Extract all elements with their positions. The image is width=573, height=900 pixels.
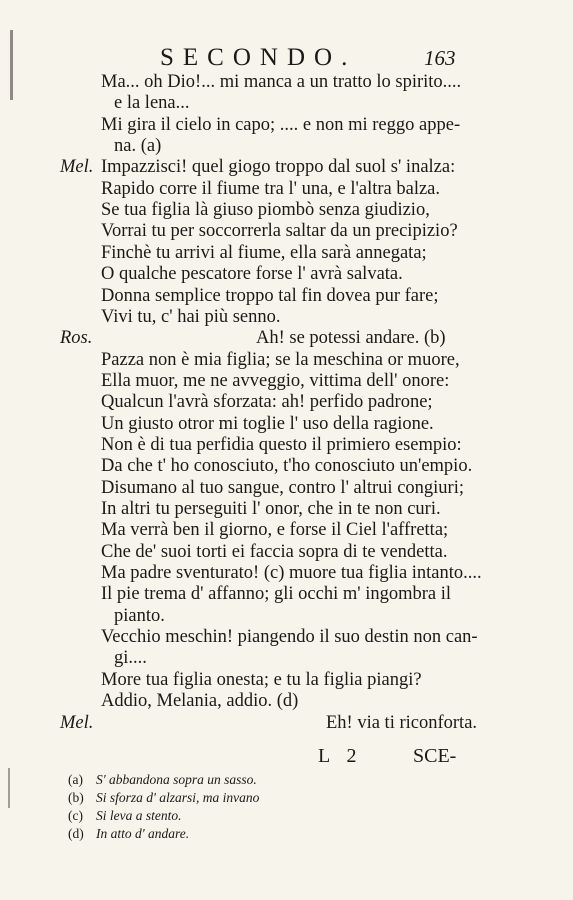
catchline: [0, 745, 573, 771]
verse-line-text: Impazzisci! quel giogo troppo dal suol s' inalza:: [101, 157, 456, 178]
verse-line-text: Disumano al tuo sangue, contro l' altrui congiuri;: [101, 477, 464, 498]
footnote-text: Si leva a stento.: [96, 808, 182, 823]
verse-line-text: Ma... oh Dio!... mi manca a un tratto lo spirito....: [101, 72, 462, 92]
page-number: 163: [424, 46, 456, 70]
verse-line-text: na. (a): [114, 136, 162, 157]
verse-line-text: Il pie trema d' affanno; gli occhi m' ingombra il: [101, 584, 452, 605]
footnote-text: Si sforza d' alzarsi, ma invano: [96, 790, 260, 805]
signature-mark: L 2: [318, 745, 363, 767]
verse-line-text: gi....: [114, 648, 147, 669]
verse-line-text: Finchè tu arrivi al fiume, ella sarà annegata;: [101, 242, 427, 263]
footnote-mark: (d): [68, 826, 84, 841]
verse-line-text: Ella muor, me ne avveggio, vittima dell' onore:: [101, 370, 450, 391]
running-header: [0, 44, 573, 72]
footnote-text: In atto d' andare.: [96, 826, 190, 841]
verse-line-text: More tua figlia onesta; e tu la figlia piangi?: [101, 669, 422, 690]
verse-line-text: Rapido corre il fiume tra l' una, e l'altra balza.: [101, 178, 441, 199]
footnote: [68, 771, 548, 789]
verse-line-text: Se tua figlia là giuso piombò senza giudizio,: [101, 200, 430, 221]
verse-line-text: Ah! se potessi andare. (b): [256, 328, 446, 349]
verse-line-text: Vivi tu, c' hai più senno.: [101, 306, 281, 327]
verse-line: [0, 711, 573, 735]
footnote-mark: (c): [68, 808, 83, 823]
page-edge-mark-lower: [8, 768, 10, 808]
footnote-mark: (a): [68, 772, 83, 787]
verse-line-text: Addio, Melania, addio. (d): [101, 691, 299, 712]
verse-line-text: Qualcun l'avrà sforzata: ah! perfido padrone;: [101, 392, 433, 413]
verse-line-text: Pazza non è mia figlia; se la meschina or muore,: [101, 349, 460, 370]
running-title: SECONDO.: [160, 44, 357, 71]
speaker-label: Mel.: [60, 157, 94, 178]
footnote: [68, 807, 548, 825]
verse-line-text: Vecchio meschin! piangendo il suo destin non can-: [101, 627, 478, 648]
verse-line-text: e la lena...: [114, 93, 190, 114]
verse-line-text: Non è di tua perfidia questo il primiero esempio:: [101, 434, 462, 455]
verse-line-text: Da che t' ho conosciuto, t'ho conosciuto un'empio.: [101, 456, 473, 477]
footnote-text: S' abbandona sopra un sasso.: [96, 772, 257, 787]
verse-line-text: Che de' suoi torti ei faccia sopra di te vendetta.: [101, 541, 448, 562]
verse-line-text: Ma verrà ben il giorno, e forse il Ciel l'affretta;: [101, 520, 449, 541]
catchword: SCE-: [413, 745, 457, 767]
verse-line-text: Mi gira il cielo in capo; .... e non mi reggo appe-: [101, 114, 461, 135]
footnotes: [68, 771, 548, 843]
footnote: [68, 789, 548, 807]
speaker-label: Mel.: [60, 712, 94, 733]
verse-line-text: In altri tu perseguiti l' onor, che in te non curi.: [101, 499, 441, 519]
footnote: [68, 825, 548, 843]
verse-line-text: O qualche pescatore forse l' avrà salvata.: [101, 264, 403, 285]
verse-line-text: Vorrai tu per soccorrerla saltar da un precipizio?: [101, 221, 458, 242]
verse-line-text: pianto.: [114, 605, 165, 626]
verse-line-text: Ma padre sventurato! (c) muore tua figlia intanto....: [101, 563, 482, 584]
footnote-mark: (b): [68, 790, 84, 805]
verse-line-text: Donna semplice troppo tal fin dovea pur fare;: [101, 285, 439, 306]
speaker-label: Ros.: [60, 328, 93, 349]
verse-line-text: Un giusto otror mi toglie l' uso della ragione.: [101, 413, 434, 434]
verse-line-text: Eh! via ti riconforta.: [326, 712, 478, 733]
